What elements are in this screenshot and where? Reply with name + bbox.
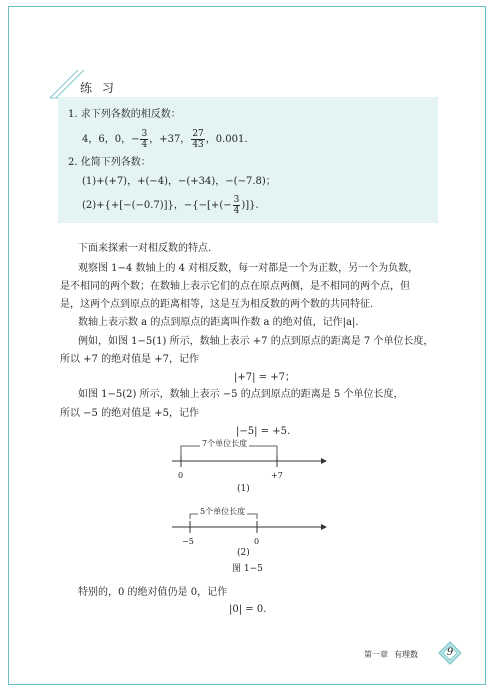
practice-title: 练 习	[80, 81, 117, 95]
paragraph2-definition: 数轴上表示数 a 的点到原点的距离叫作数 a 的绝对值，记作|a|.	[78, 317, 359, 328]
page-number: 9	[446, 647, 454, 658]
q1-pre: 4，6，0，−	[82, 134, 140, 145]
paragraph1-line2: 是不相同的两个数；在数轴上表示它们的点在原点两侧，是不相同的两个点，但	[60, 281, 410, 292]
footer-section: 有理数	[394, 650, 418, 659]
q2-frac-num: 3	[233, 195, 240, 205]
paragraph1-line1: 观察图 1−4 数轴上的 4 对相反数，每一对都是一个为正数，另一个为负数，	[78, 263, 419, 274]
practice-q1-label: 1. 求下列各数的相反数：	[68, 109, 181, 120]
paragraph1-line3: 是，这两个点到原点的距离相等，这是互为相反数的两个数的共同特征.	[60, 299, 374, 310]
number-line-2	[172, 514, 326, 533]
paragraph3-line1: 例如，如图 1−5(1) 所示，数轴上表示 +7 的点到原点的距离是 7 个单位长度，	[78, 336, 434, 347]
q1-frac2-den: 43	[192, 140, 204, 150]
fig2-tick-minus5: −5	[182, 537, 194, 546]
q1-mid: ，+37，	[149, 134, 191, 145]
fig1-caption: (1)	[237, 484, 250, 494]
q2-line2-a: (2)+{+[−(−0.7)]}，−{−[+(−	[82, 200, 232, 211]
q1-post: ，0.001.	[205, 134, 248, 145]
intro-text: 下面来探索一对相反数的特点.	[78, 243, 212, 254]
paragraph4-line2: 所以 −5 的绝对值是 +5，记作	[60, 408, 200, 419]
fig2-tick-zero: 0	[254, 537, 260, 546]
fig1-bracket-label: 7个单位长度	[202, 439, 248, 448]
practice-q2-label: 2. 化简下列各数：	[68, 157, 151, 168]
paragraph5: 特别的，0 的绝对值仍是 0，记作	[78, 587, 228, 598]
equation-abs-minus5: |−5| = +5.	[236, 426, 291, 437]
equation-abs-zero: |0| = 0.	[229, 604, 267, 615]
figure-caption: 图 1−5	[232, 564, 263, 574]
q2-frac-den: 4	[233, 206, 240, 216]
practice-q2-line1: (1)+(+7)，+(−4)，−(+34)，−(−7.8)；	[82, 176, 276, 187]
q1-frac1-num: 3	[141, 129, 148, 139]
fig1-tick-plus7: +7	[271, 471, 283, 480]
paragraph3-line2: 所以 +7 的绝对值是 +7，记作	[60, 354, 200, 365]
fig2-caption: (2)	[237, 548, 250, 558]
fig1-tick-zero: 0	[178, 471, 184, 480]
q1-frac2-num: 27	[192, 129, 204, 139]
fig2-bracket-label: 5个单位长度	[200, 507, 246, 516]
q2-line2-b: )]}.	[241, 200, 259, 211]
paragraph4-line1: 如图 1−5(2) 所示，数轴上表示 −5 的点到原点的距离是 5 个单位长度，	[78, 389, 404, 400]
number-line-1	[172, 446, 326, 467]
equation-abs-plus7: |+7| = +7；	[234, 372, 295, 383]
footer-chapter: 第一章	[364, 650, 388, 659]
q1-frac1-den: 4	[141, 140, 148, 150]
